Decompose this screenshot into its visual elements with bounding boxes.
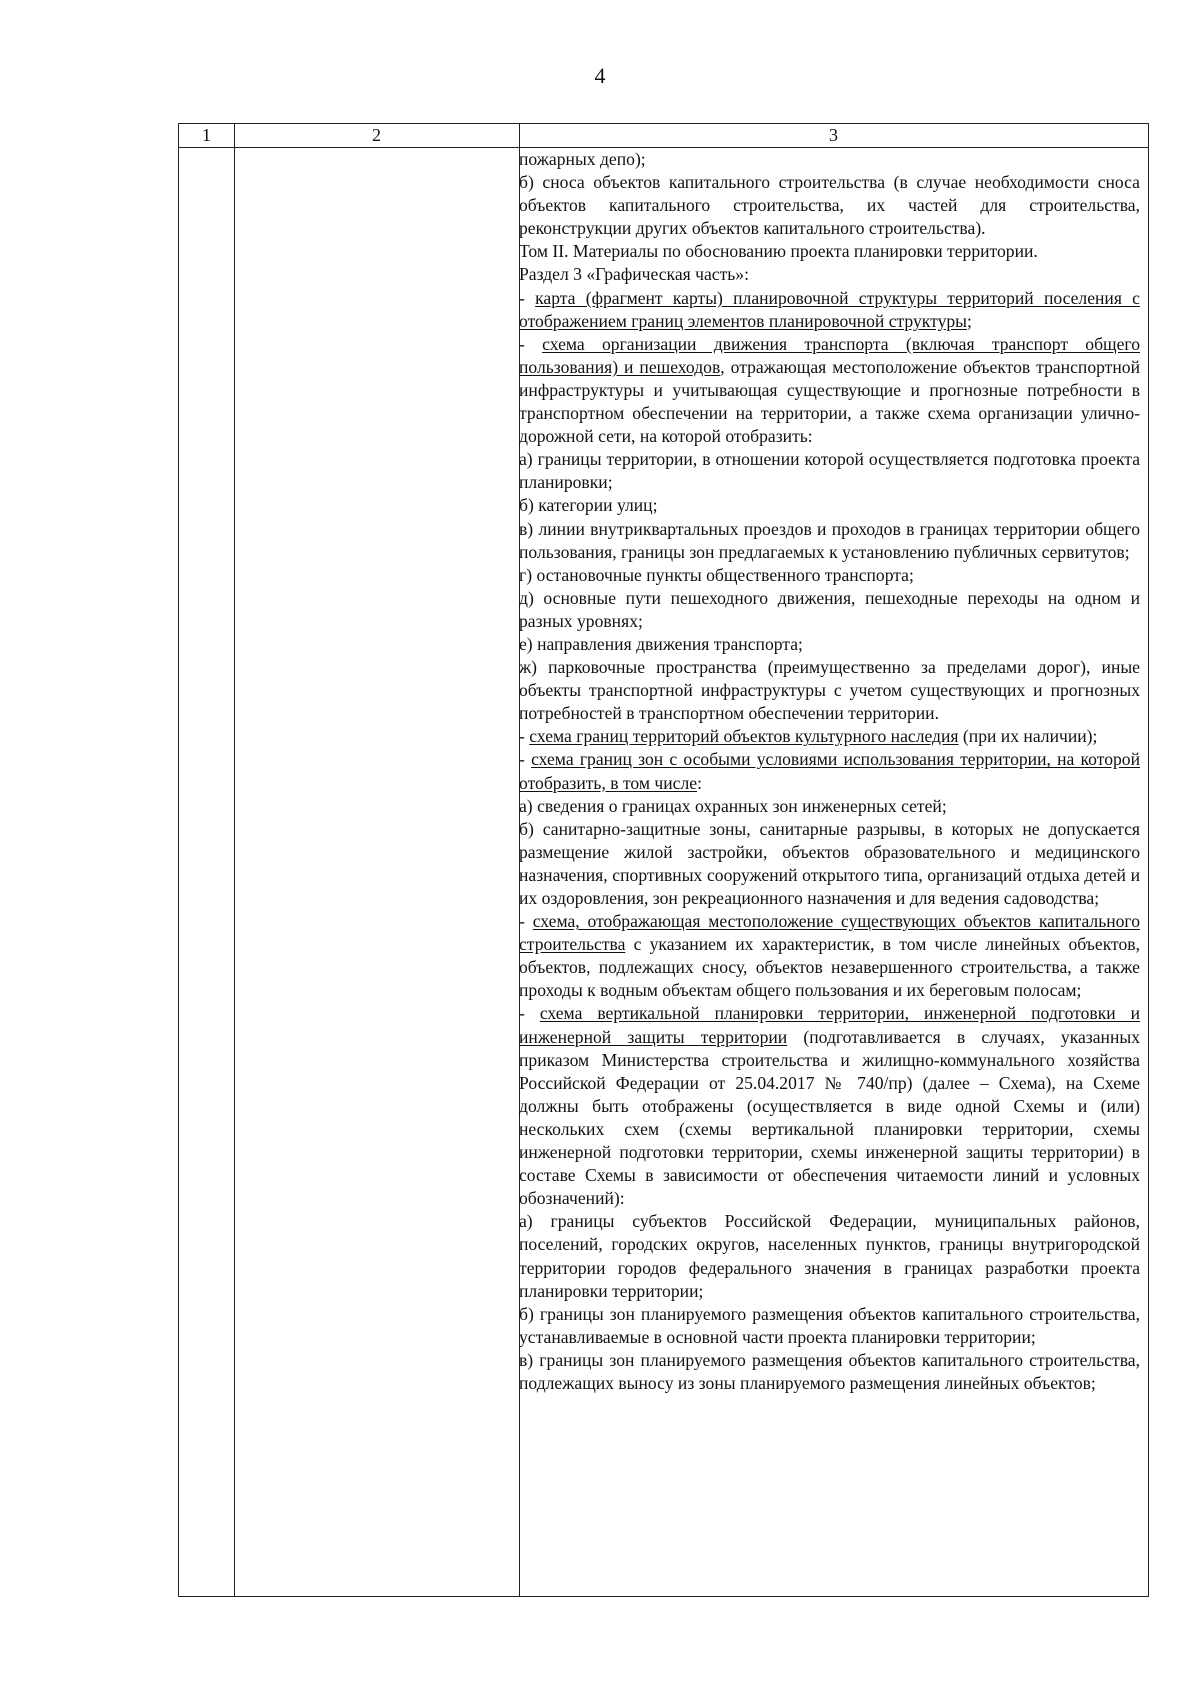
paragraph-text: - [519,726,530,747]
paragraph-text: б) сноса объектов капитального строительства (в случае необходимости сноса объектов капитального строительства, их частей для строительства, реконструкции других объектов капитального строительства). [519,172,1140,239]
paragraph-text: д) основные пути пешеходного движения, пешеходные переходы на одном и разных уровнях; [519,587,1140,631]
column-3-content [519,148,1140,1395]
column-3-paragraph [519,263,1140,286]
header-col-2: 2 [372,125,381,145]
underlined-item-title: карта (фрагмент карты) планировочной структуры территорий поселения с отображением границ элементов планировочной структуры [519,287,1140,331]
underlined-item-title: схема вертикальной планировки территории, инженерной подготовки и инженерной защиты территории [519,1003,1141,1047]
underlined-item-title: схема границ территорий объектов культурного наследия [529,726,959,747]
column-3-paragraph [519,725,1140,748]
column-3-paragraph [519,818,1140,910]
column-3-paragraph [519,1002,1140,1210]
column-3-paragraph [519,448,1140,494]
page-number: 4 [594,63,606,88]
header-col-3: 3 [829,125,838,145]
paragraph-text: - [519,911,533,932]
column-3-paragraph [519,333,1140,448]
column-3-paragraph [519,564,1140,587]
paragraph-text: - [519,1003,540,1024]
paragraph-text: ж) парковочные пространства (преимущественно за пределами дорог), иные объекты транспортной инфраструктуры с учетом существующих и прогнозных потребностей в транспортном обеспечении территории. [519,657,1140,724]
column-3-paragraph [519,587,1140,633]
column-3-paragraph [519,171,1140,240]
paragraph-text: а) границы субъектов Российской Федерации, муниципальных районов, поселений, городских округов, населенных пунктов, границы внутригородской территории городов федерального значения в границах разработки проекта планировки территории; [519,1211,1140,1301]
paragraph-text: Том II. Материалы по обоснованию проекта планировки территории. [519,241,1038,262]
paragraph-text: а) сведения о границах охранных зон инженерных сетей; [519,795,947,816]
column-3-paragraph [519,518,1140,564]
underlined-item-title: схема, отображающая местоположение существующих объектов капитального строительства [519,911,1141,955]
column-3-paragraph [519,795,1140,818]
paragraph-text: - [519,287,536,308]
paragraph-text: а) границы территории, в отношении которой осуществляется подготовка проекта планировки; [519,449,1140,493]
table-header-row [179,124,1148,148]
column-3-paragraph [519,633,1140,656]
paragraph-text: в) границы зон планируемого размещения объектов капитального строительства, подлежащих выносу из зоны планируемого размещения линейных объектов; [519,1349,1140,1393]
column-3-paragraph [519,656,1140,725]
column-3-paragraph [519,1303,1140,1349]
paragraph-text: : [697,772,702,793]
column-3-paragraph [519,910,1140,1002]
paragraph-text: ; [966,310,972,331]
paragraph-text: б) категории улиц; [519,495,658,516]
column-3-paragraph [519,287,1140,333]
paragraph-text: б) границы зон планируемого размещения объектов капитального строительства, устанавливаемые в основной части проекта планировки территории; [519,1303,1140,1347]
paragraph-text: - [519,749,532,770]
column-3-paragraph [519,1349,1140,1395]
column-3-paragraph [519,148,1140,171]
column-3-paragraph [519,240,1140,263]
column-3-paragraph [519,494,1140,517]
column-3-paragraph [519,1210,1140,1302]
paragraph-text: , отражающая местоположение объектов транспортной инфраструктуры и учитывающая существующие и прогнозные потребности в транспортном обеспечении на территории, а также схема организации улично-дорожной сети, на которой отобразить: [519,356,1140,447]
paragraph-text: с указанием их характеристик, в том числе линейных объектов, объектов, подлежащих сносу, объектов незавершенного строительства, а также проходы к водным объектам общего пользования и их береговым полосам; [519,934,1140,1001]
underlined-item-title: схема организации движения транспорта (включая транспорт общего пользования) и пешеходов [519,333,1140,377]
underlined-item-title: схема границ зон с особыми условиями использования территории, на которой отобразить, в том числе [519,749,1140,793]
paragraph-text: Раздел 3 «Графическая часть»: [519,264,749,285]
paragraph-text: (при их наличии); [958,726,1098,747]
column-3-paragraph [519,748,1140,794]
paragraph-text: (подготавливается в случаях, указанных приказом Министерства строительства и жилищно-коммунального хозяйства Российской Федерации от 25.04.2017 № 740/пр) (далее – Схема), на Схеме должны быть отображены (осуществляется в виде одной Схемы и (или) нескольких схем (схемы вертикальной планировки территории, схемы инженерной подготовки территории, схемы инженерной защиты территории) в составе Схемы в зависимости от обеспечения читаемости линий и условных обозначений): [519,1026,1140,1209]
document-table [178,123,1149,1597]
header-col-1: 1 [202,125,211,145]
paragraph-text: е) направления движения транспорта; [519,633,803,654]
column-divider-1 [234,124,235,1596]
paragraph-text: пожарных депо); [519,149,646,169]
paragraph-text: б) санитарно-защитные зоны, санитарные разрывы, в которых не допускается размещение жилой застройки, объектов образовательного и медицинского назначения, спортивных сооружений открытого типа, организаций отдыха детей и их оздоровления, зон рекреационного назначения и для ведения садоводства; [519,818,1140,908]
paragraph-text: г) остановочные пункты общественного транспорта; [519,564,914,585]
paragraph-text: в) линии внутриквартальных проездов и проходов в границах территории общего пользования, границы зон предлагаемых к установлению публичных сервитутов; [519,518,1140,562]
paragraph-text: - [519,333,543,354]
